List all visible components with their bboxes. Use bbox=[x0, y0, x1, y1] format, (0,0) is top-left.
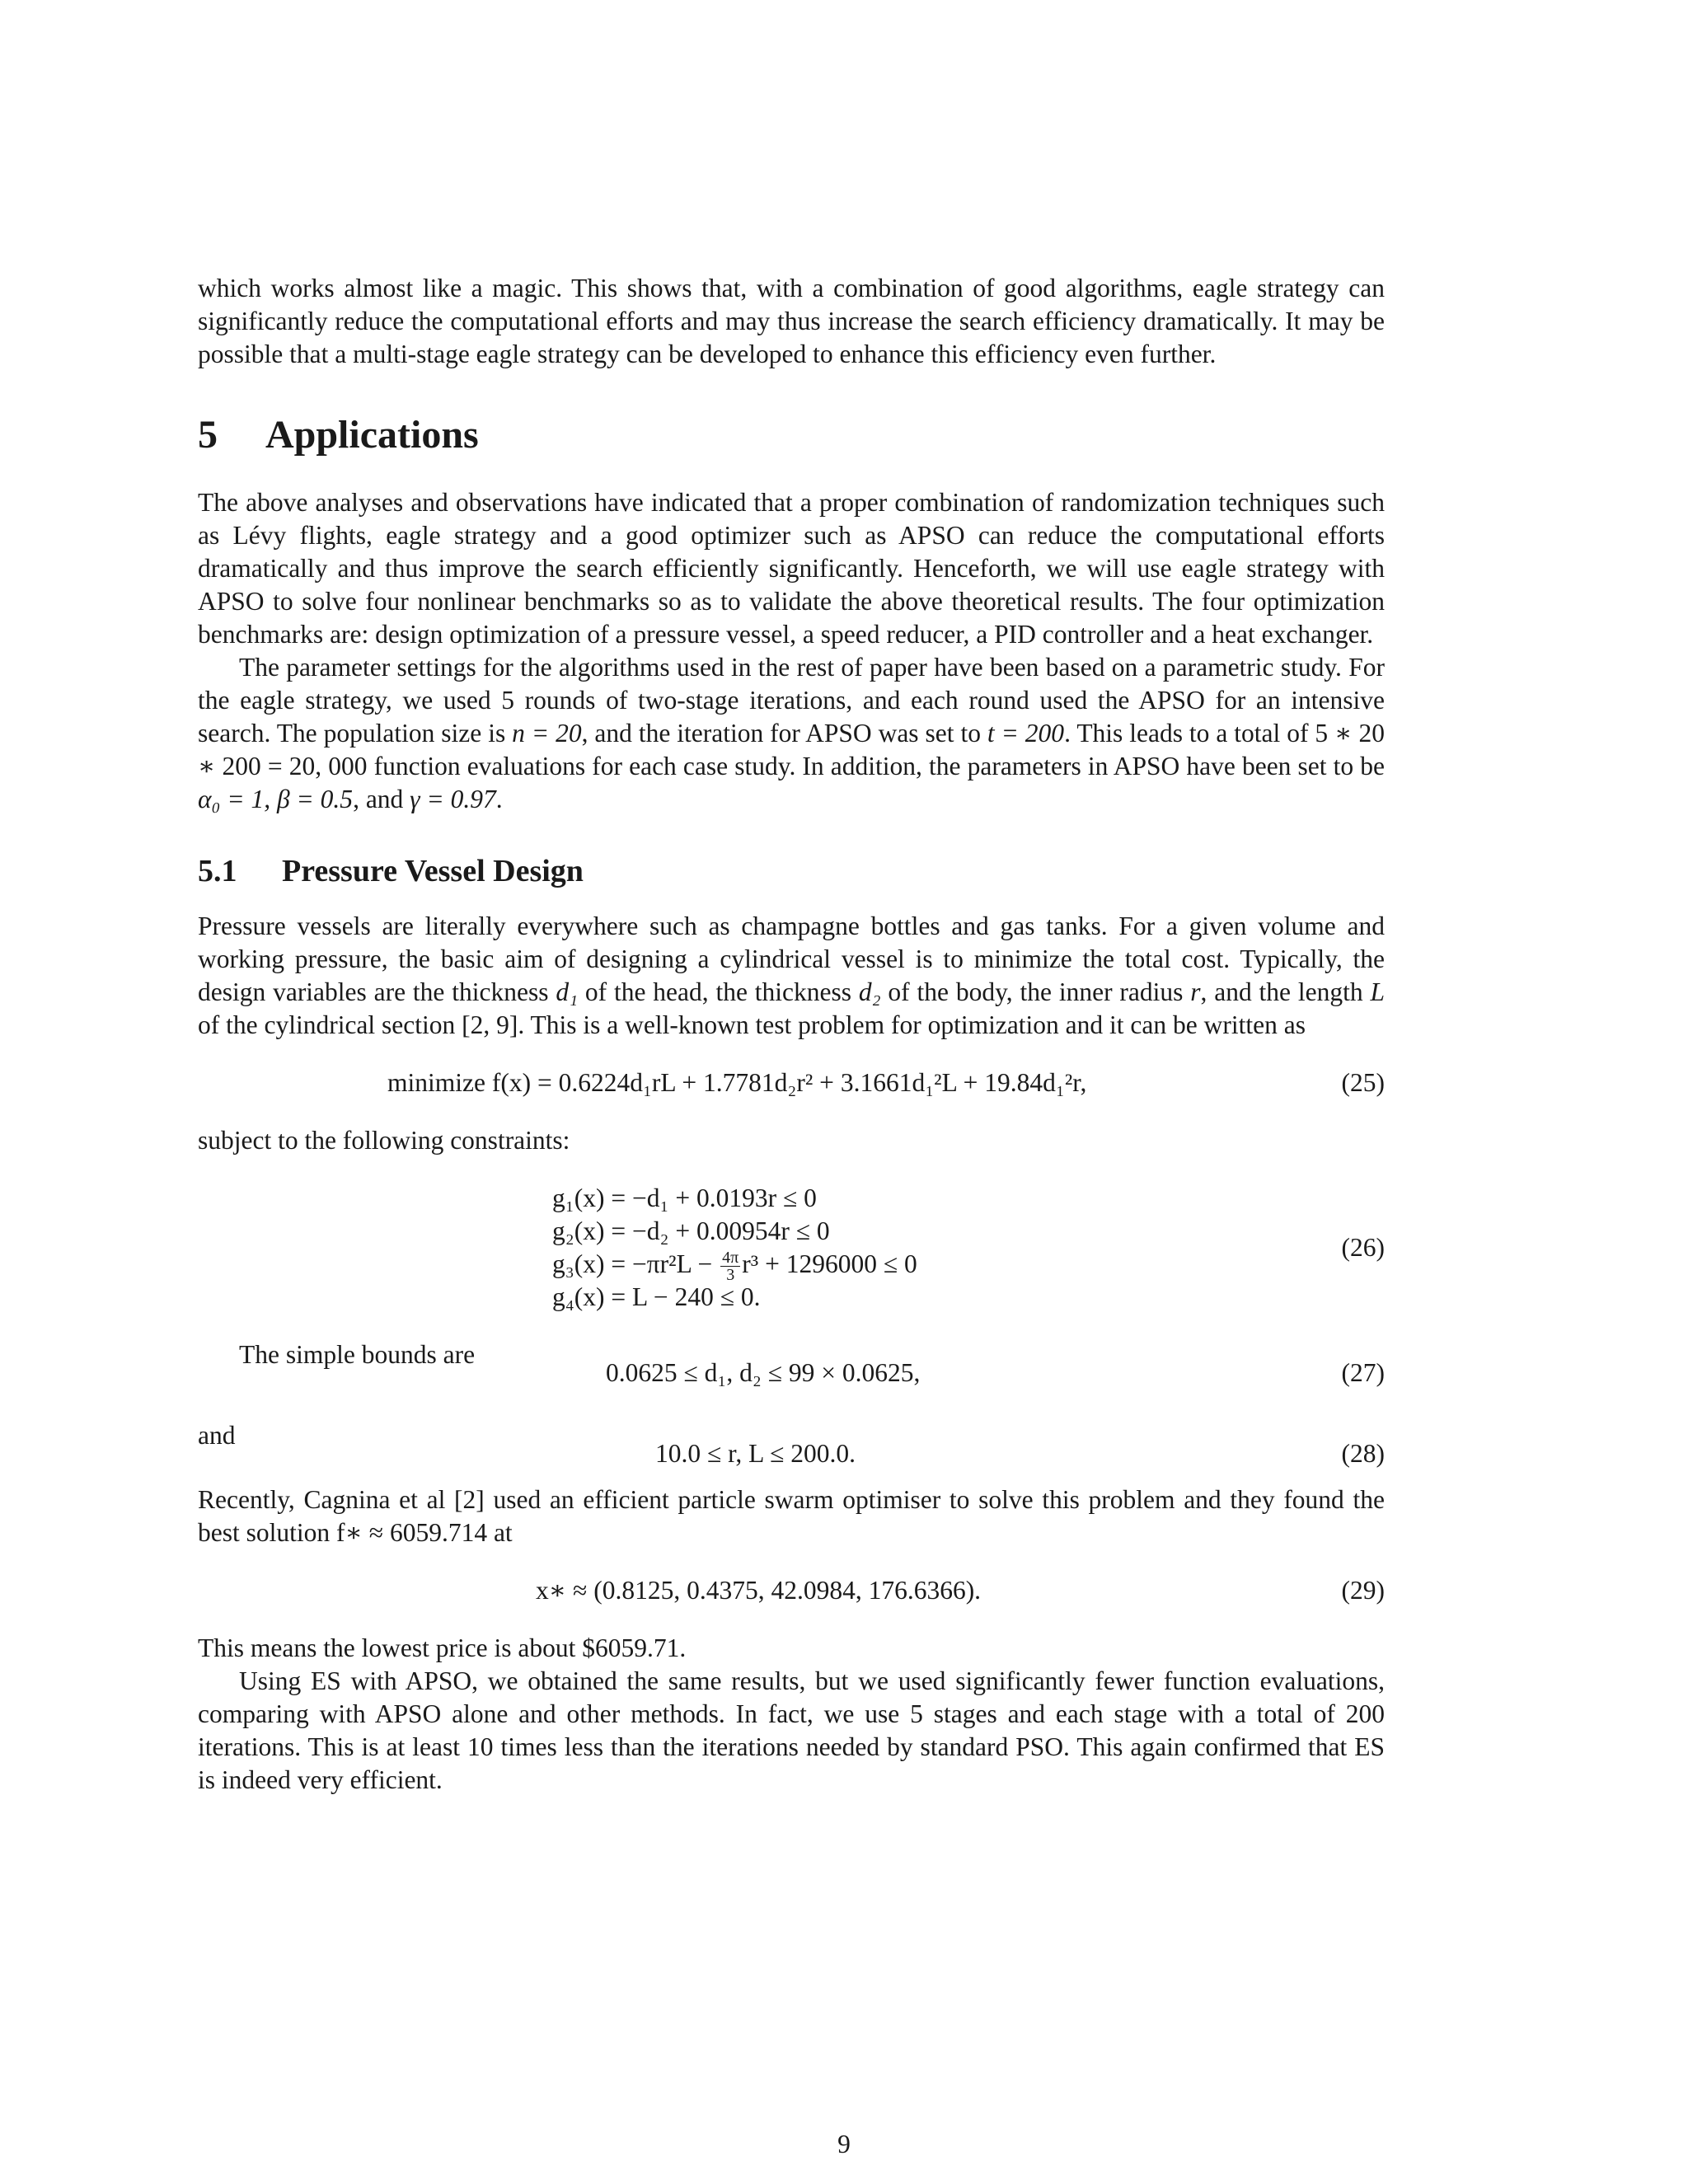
equation-27-body: 0.0625 ≤ d₁, d₂ ≤ 99 × 0.0625, bbox=[606, 1358, 921, 1387]
page-content bbox=[198, 272, 1385, 1797]
equation-28-number: (28) bbox=[1341, 1439, 1385, 1468]
equation-25-body: minimize f(x) = 0.6224d₁rL + 1.7781d₂r² + 3.1661d₁²L + 19.84d₁²r, bbox=[387, 1068, 1087, 1097]
paragraph-price: This means the lowest price is about $6059.71. bbox=[198, 1633, 687, 1662]
paragraph-es-results: Using ES with APSO, we obtained the same results, but we used significantly fewer function evaluations, comparing with APSO alone and other methods. In fact, we use 5 stages and each stage with a total of 200 iterations. This is at least 10 times less than the iterations needed by standard PSO. This again confirmed that ES is indeed very efficient. bbox=[198, 1666, 1385, 1794]
subsection-title: Pressure Vessel Design bbox=[282, 854, 584, 888]
subsection-heading bbox=[198, 852, 1385, 890]
equation-28-row bbox=[198, 1419, 1385, 1470]
paragraph-subject-to: subject to the following constraints: bbox=[198, 1126, 570, 1155]
paragraph-applications-2: The parameter settings for the algorithms used in the rest of paper have been based on a parametric study. For the eagle strategy, we used 5 rounds of two-stage iterations, and each round used the APSO for an intensive search. The population size is n = 20, and the iteration for APSO was set to t = 200. This leads to a total of 5 ∗ 20 ∗ 200 = 20, 000 function evaluations for each case study. In addition, the parameters in APSO have been set to be α₀ = 1, β = 0.5, and γ = 0.97. bbox=[198, 653, 1385, 813]
section-title: Applications bbox=[265, 413, 479, 457]
section-heading bbox=[198, 412, 1385, 458]
bounds-lead-text: The simple bounds are bbox=[239, 1340, 476, 1369]
equation-26 bbox=[198, 1182, 1385, 1314]
equation-29 bbox=[198, 1574, 1385, 1607]
equation-27-number: (27) bbox=[1341, 1358, 1385, 1387]
page-number: 9 bbox=[837, 2130, 851, 2158]
paragraph-intro: which works almost like a magic. This shows that, with a combination of good algorithms, eagle strategy can significantly reduce the computational efforts and may thus increase the search efficiency dramatically. It may be possible that a multi-stage eagle strategy can be developed to enhance this efficiency even further. bbox=[198, 274, 1385, 368]
equation-27-row bbox=[198, 1338, 1385, 1390]
paragraph-cagnina: Recently, Cagnina et al [2] used an efficient particle swarm optimiser to solve this problem and they found the best solution f∗ ≈ 6059.714 at bbox=[198, 1485, 1385, 1547]
equation-28-body: 10.0 ≤ r, L ≤ 200.0. bbox=[655, 1439, 856, 1468]
constraint-g3: g₃(x) = −πr²L − $\frac{4\pi}{3}$ r³ + 1296000 ≤ 0 bbox=[552, 1249, 917, 1285]
subsection-number: 5.1 bbox=[198, 854, 237, 888]
section-number: 5 bbox=[198, 413, 218, 457]
constraint-g1: g₁(x) = −d₁ + 0.0193r ≤ 0 bbox=[552, 1183, 817, 1212]
paragraph-pressure-vessel: Pressure vessels are literally everywhere such as champagne bottles and gas tanks. For a given volume and working pressure, the basic aim of designing a cylindrical vessel is to minimize the total cost. Typically, the design variables are the thickness d₁ of the head, the thickness d₂ of the body, the inner radius r, and the length L of the cylindrical section [2, 9]. This is a well-known test problem for optimization and it can be written as bbox=[198, 912, 1385, 1039]
constraint-g2: g₂(x) = −d₂ + 0.00954r ≤ 0 bbox=[552, 1216, 830, 1245]
equation-25-number: (25) bbox=[1341, 1068, 1385, 1097]
equation-29-body: x∗ ≈ (0.8125, 0.4375, 42.0984, 176.6366). bbox=[536, 1576, 982, 1605]
fraction-4pi-over-3: $\frac{4\pi}{3}$ bbox=[722, 1249, 739, 1285]
constraint-g4: g₄(x) = L − 240 ≤ 0. bbox=[552, 1282, 761, 1311]
equation-26-number: (26) bbox=[1341, 1233, 1385, 1262]
equation-29-number: (29) bbox=[1341, 1576, 1385, 1605]
and-word: and bbox=[198, 1421, 236, 1450]
equation-25 bbox=[198, 1066, 1385, 1099]
paragraph-applications-1: The above analyses and observations have indicated that a proper combination of randomization techniques such as Lévy flights, eagle strategy and a good optimizer such as APSO can reduce the computational efforts dramatically and thus improve the search efficiently significantly. Henceforth, we will use eagle strategy with APSO to solve four nonlinear benchmarks so as to validate the above theoretical results. The four optimization benchmarks are: design optimization of a pressure vessel, a speed reducer, a PID controller and a heat exchanger. bbox=[198, 488, 1385, 649]
constraint-lines bbox=[552, 1182, 917, 1314]
